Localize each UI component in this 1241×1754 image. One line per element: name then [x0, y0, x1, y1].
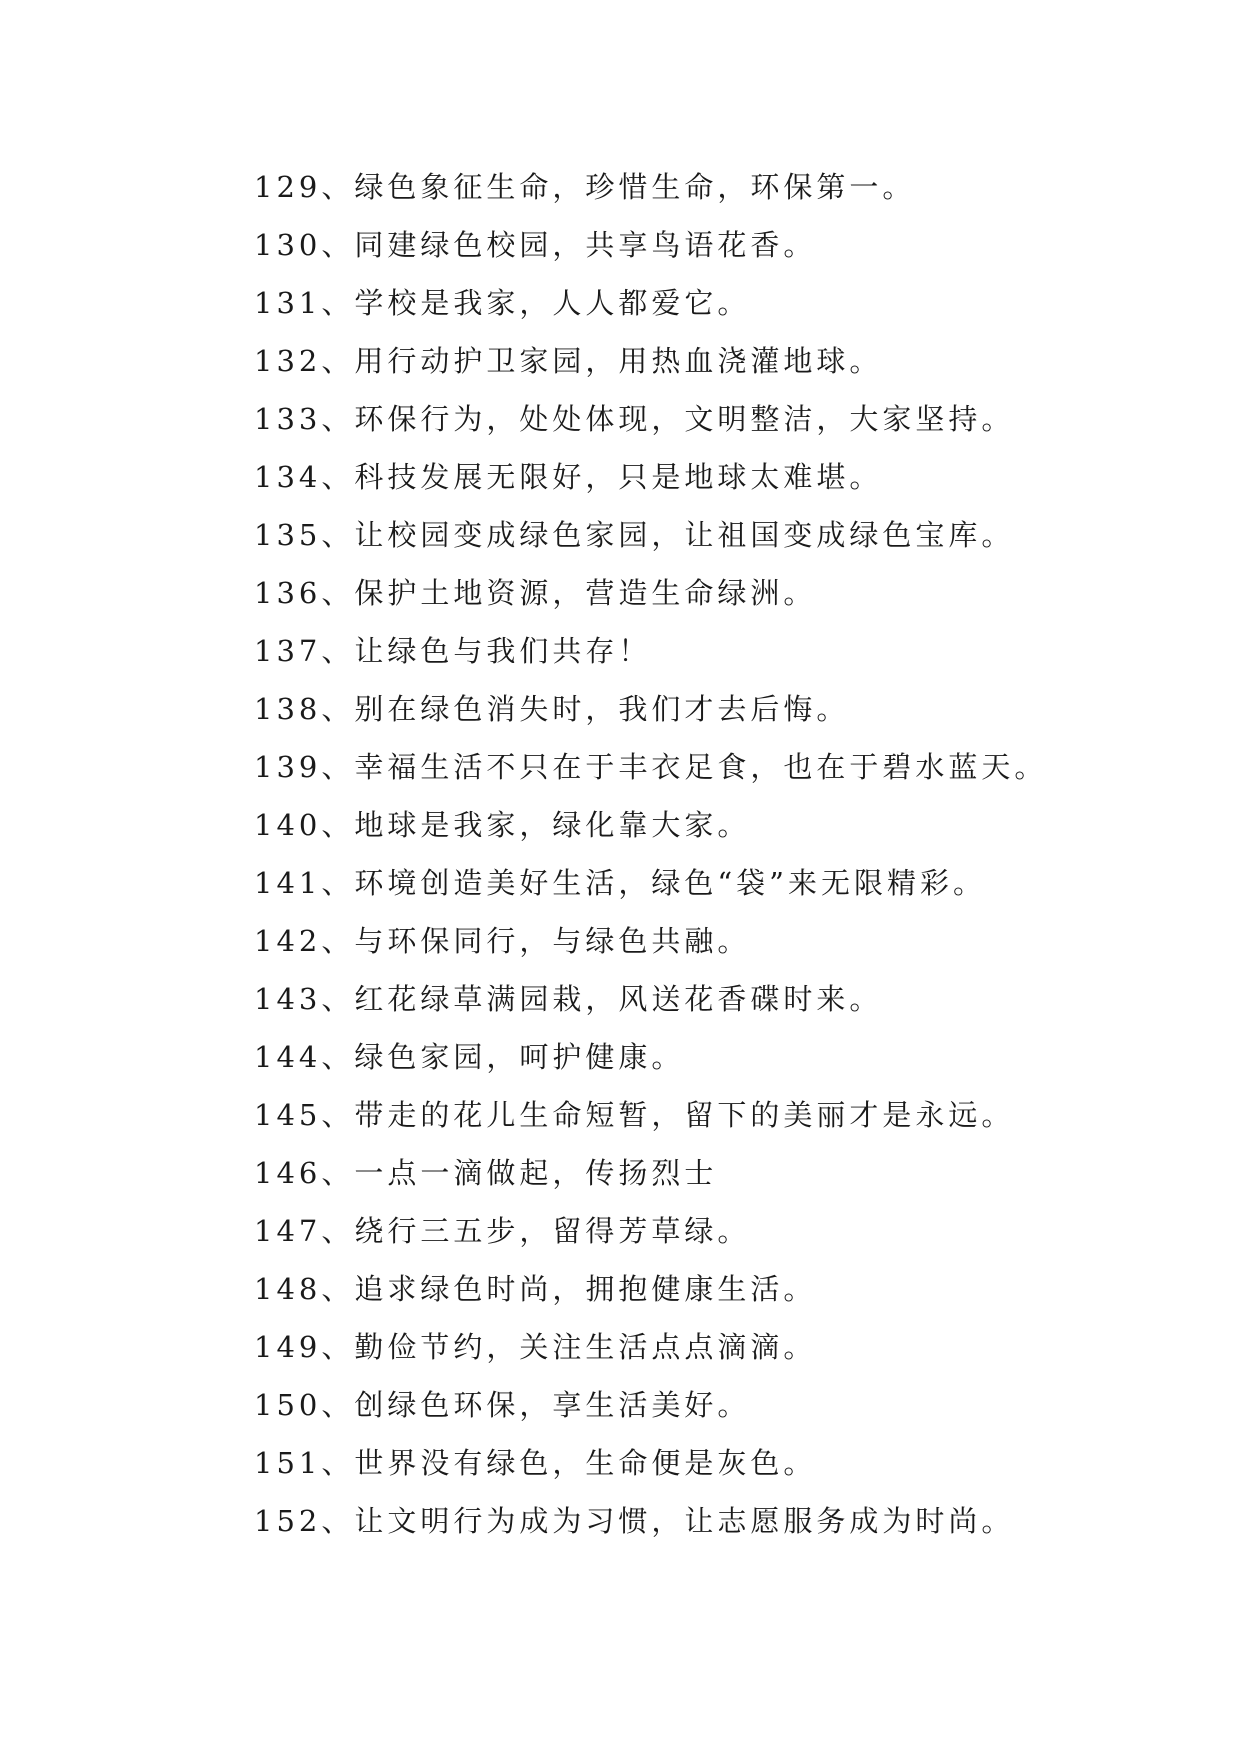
slogan-line: 136、保护土地资源，营造生命绿洲。: [254, 576, 817, 610]
slogan-line: 133、环保行为，处处体现，文明整洁，大家坚持。: [254, 402, 1015, 436]
slogan-line: 130、同建绿色校园，共享鸟语花香。: [254, 228, 817, 262]
slogan-line: 145、带走的花儿生命短暂，留下的美丽才是永远。: [254, 1098, 1015, 1132]
slogan-line: 150、创绿色环保，享生活美好。: [254, 1388, 751, 1422]
slogan-line: 134、科技发展无限好，只是地球太难堪。: [254, 460, 883, 494]
slogan-line: 139、幸福生活不只在于丰衣足食，也在于碧水蓝天。: [254, 750, 1048, 784]
slogan-line: 137、让绿色与我们共存！: [254, 634, 652, 668]
slogan-list: [254, 158, 1047, 1550]
slogan-line: 152、让文明行为成为习惯，让志愿服务成为时尚。: [254, 1504, 1015, 1538]
slogan-line: 143、红花绿草满园栽，风送花香碟时来。: [254, 982, 883, 1016]
slogan-line: 147、绕行三五步，留得芳草绿。: [254, 1214, 751, 1248]
slogan-line: 138、别在绿色消失时，我们才去后悔。: [254, 692, 850, 726]
slogan-line: 144、绿色家园，呵护健康。: [254, 1040, 685, 1074]
slogan-line: 151、世界没有绿色，生命便是灰色。: [254, 1446, 817, 1480]
slogan-line: 140、地球是我家，绿化靠大家。: [254, 808, 751, 842]
slogan-line: 132、用行动护卫家园，用热血浇灌地球。: [254, 344, 883, 378]
slogan-line: 146、一点一滴做起，传扬烈士: [254, 1156, 718, 1190]
slogan-line: 141、环境创造美好生活，绿色“袋”来无限精彩。: [254, 866, 987, 900]
slogan-line: 148、追求绿色时尚，拥抱健康生活。: [254, 1272, 817, 1306]
slogan-line: 149、勤俭节约，关注生活点点滴滴。: [254, 1330, 817, 1364]
slogan-line: 142、与环保同行，与绿色共融。: [254, 924, 751, 958]
slogan-line: 131、学校是我家，人人都爱它。: [254, 286, 751, 320]
slogan-line: 129、绿色象征生命，珍惜生命，环保第一。: [254, 170, 916, 204]
slogan-line: 135、让校园变成绿色家园，让祖国变成绿色宝库。: [254, 518, 1015, 552]
